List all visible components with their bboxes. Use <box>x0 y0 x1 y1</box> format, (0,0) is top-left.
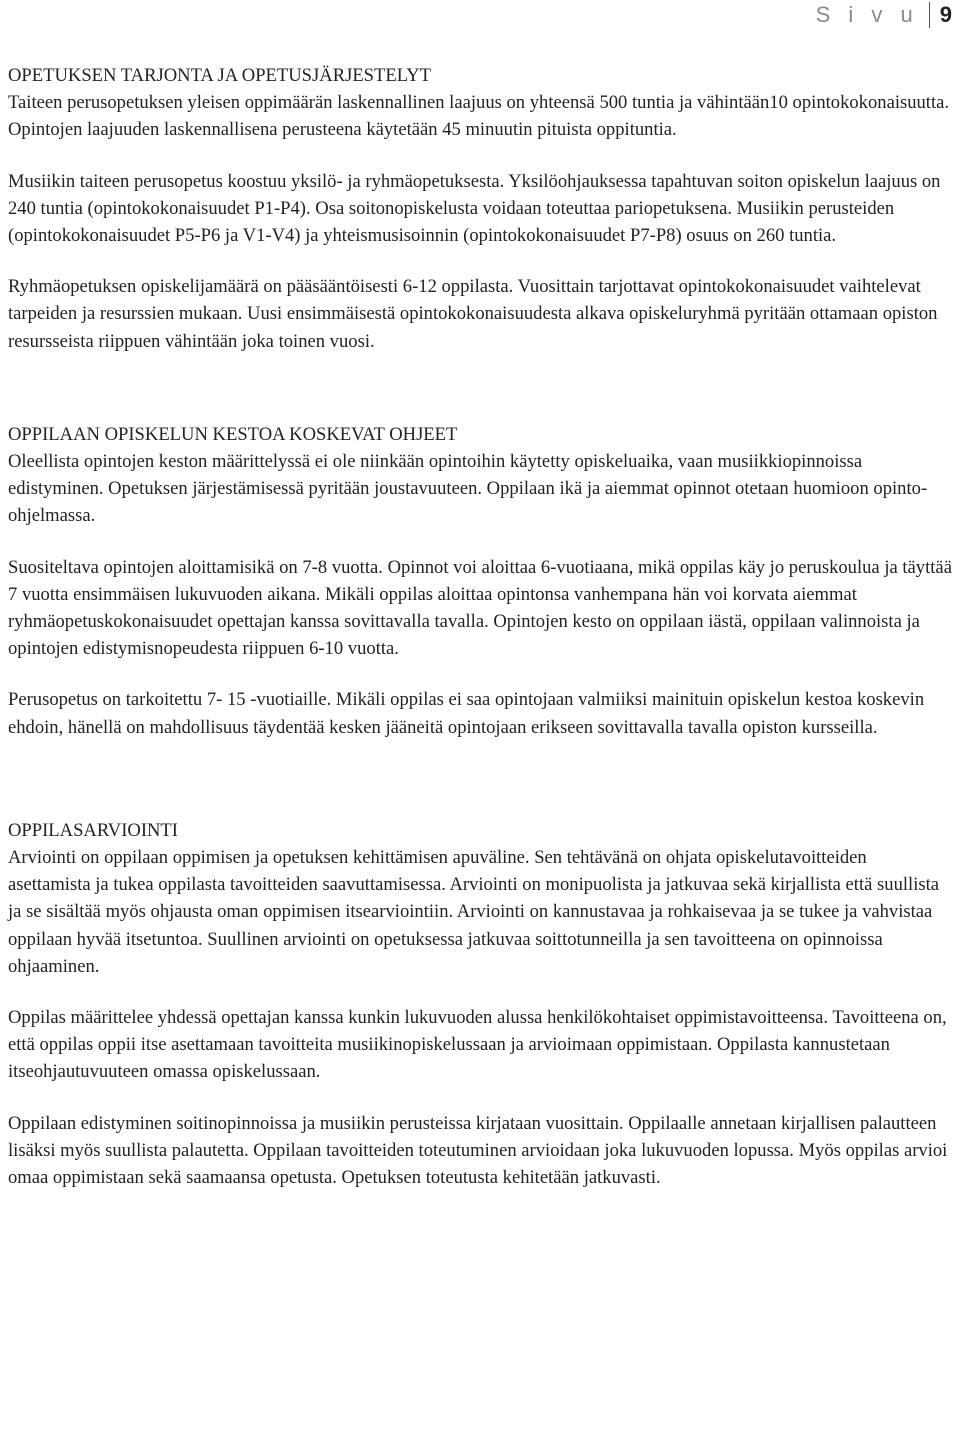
section-oppilasarviointi <box>8 817 952 1191</box>
section-title: OPETUKSEN TARJONTA JA OPETUSJÄRJESTELYT <box>8 65 432 86</box>
document-body <box>8 62 952 1191</box>
paragraph: Perusopetus on tarkoitettu 7- 15 -vuotiaille. Mikäli oppilas ei saa opintojaan valmiiksi mainituin opiskelun kestoa koskevin ehdoin, hänellä on mahdollisuus täydentää kesken jääneitä opintojaan erikseen sovittavalla tavalla opiston kursseilla. <box>8 689 925 738</box>
section-opiskelun-kesto <box>8 421 952 741</box>
header-divider <box>929 2 930 28</box>
paragraph: Musiikin taiteen perusopetus koostuu yksilö- ja ryhmäopetuksesta. Yksilöohjauksessa tapahtuvan soiton opiskelun laajuus on 240 tuntia (opintokokonaisuudet P1-P4). Osa soitonopiskelusta voidaan toteuttaa pariopetuksena. Musiikin perusteiden (opintokokonaisuudet P5-P6 ja V1-V4) ja yhteismusisoinnin (opintokokonaisuudet P7-P8) osuus on 260 tuntia. <box>8 170 941 247</box>
page-label: S i v u <box>815 2 919 27</box>
section-opetuksen-tarjonta <box>8 62 952 355</box>
paragraph: Oppilaan edistyminen soitinopinnoissa ja musiikin perusteissa kirjataan vuosittain. Oppilaalle annetaan kirjallisen palautteen lisäksi myös suullista palautetta. Oppilaan tavoitteiden toteutuminen arvioidaan joka lukuvuoden lopussa. Myös oppilas arvioi omaa oppimistaan sekä saamaansa opetusta. Opetuksen toteutusta kehitetään jatkuvasti. <box>8 1112 948 1189</box>
paragraph: Taiteen perusopetuksen yleisen oppimäärän laskennallinen laajuus on yhteensä 500 tuntia ja vähintään10 opintokokonaisuutta. Opintojen laajuuden laskennallisena perusteena käytetään 45 minuutin pituista oppituntia. <box>8 92 950 141</box>
paragraph: Oppilas määrittelee yhdessä opettajan kanssa kunkin lukuvuoden alussa henkilökohtaiset oppimistavoitteensa. Tavoitteena on, että oppilas oppii itse asettamaan tavoitteita musiikinopiskelussaan ja arvioimaan oppimistaan. Oppilasta kannustetaan itseohjautuvuuteen omassa opiskelussaan. <box>8 1007 947 1083</box>
paragraph: Arviointi on oppilaan oppimisen ja opetuksen kehittämisen apuväline. Sen tehtävänä on ohjata opiskelutavoitteiden asettamista ja tukea oppilasta tavoitteiden saavuttamisessa. Arviointi on monipuolista ja jatkuvaa sekä kirjallista että suullista ja se sisältää myös ohjausta oman oppimisen itsearviointiin. Arviointi on kannustavaa ja rohkaisevaa ja se tukee ja vahvistaa oppilaan hyvää itsetuntoa. Suullinen arviointi on opetuksessa jatkuvaa soittotunneilla ja sen tavoitteena on opinnoissa ohjaaminen. <box>8 847 940 977</box>
section-title: OPPILAAN OPISKELUN KESTOA KOSKEVAT OHJEET <box>8 423 458 445</box>
paragraph: Suositeltava opintojen aloittamisikä on 7-8 vuotta. Opinnot voi aloittaa 6-vuotiaana, mikä oppilas käy jo peruskoulua ja täyttää 7 vuotta ensimmäisen lukuvuoden aikana. Mikäli oppilas aloittaa opintonsa vanhempana hän voi korvata aiemmat ryhmäopetuskokonaisuudet opettajan kanssa sovittavalla tavalla. Opintojen kesto on oppilaan iästä, oppilaan valinnoista ja opintojen edistymisnopeudesta riippuen 6-10 vuotta. <box>8 556 952 660</box>
paragraph: Oleellista opintojen keston määrittelyssä ei ole niinkään opintoihin käytetty opiskeluaika, vaan musiikkiopinnoissa edistyminen. Opetuksen järjestämisessä pyritään joustavuuteen. Oppilaan ikä ja aiemmat opinnot otetaan huomioon opinto-ohjelmassa. <box>8 451 928 527</box>
page-header <box>816 0 952 30</box>
page-number: 9 <box>939 2 952 27</box>
section-spacer <box>8 741 952 817</box>
section-title: OPPILASARVIOINTI <box>8 819 178 841</box>
paragraph: Ryhmäopetuksen opiskelijamäärä on pääsääntöisesti 6-12 oppilasta. Vuosittain tarjottavat opintokokonaisuudet vaihtelevat tarpeiden ja resurssien mukaan. Uusi ensimmäisestä opintokokonaisuudesta alkava opiskeluryhmä pyritään ottamaan opiston resursseista riippuen vähintään joka toinen vuosi. <box>8 276 938 352</box>
section-spacer <box>8 355 952 421</box>
